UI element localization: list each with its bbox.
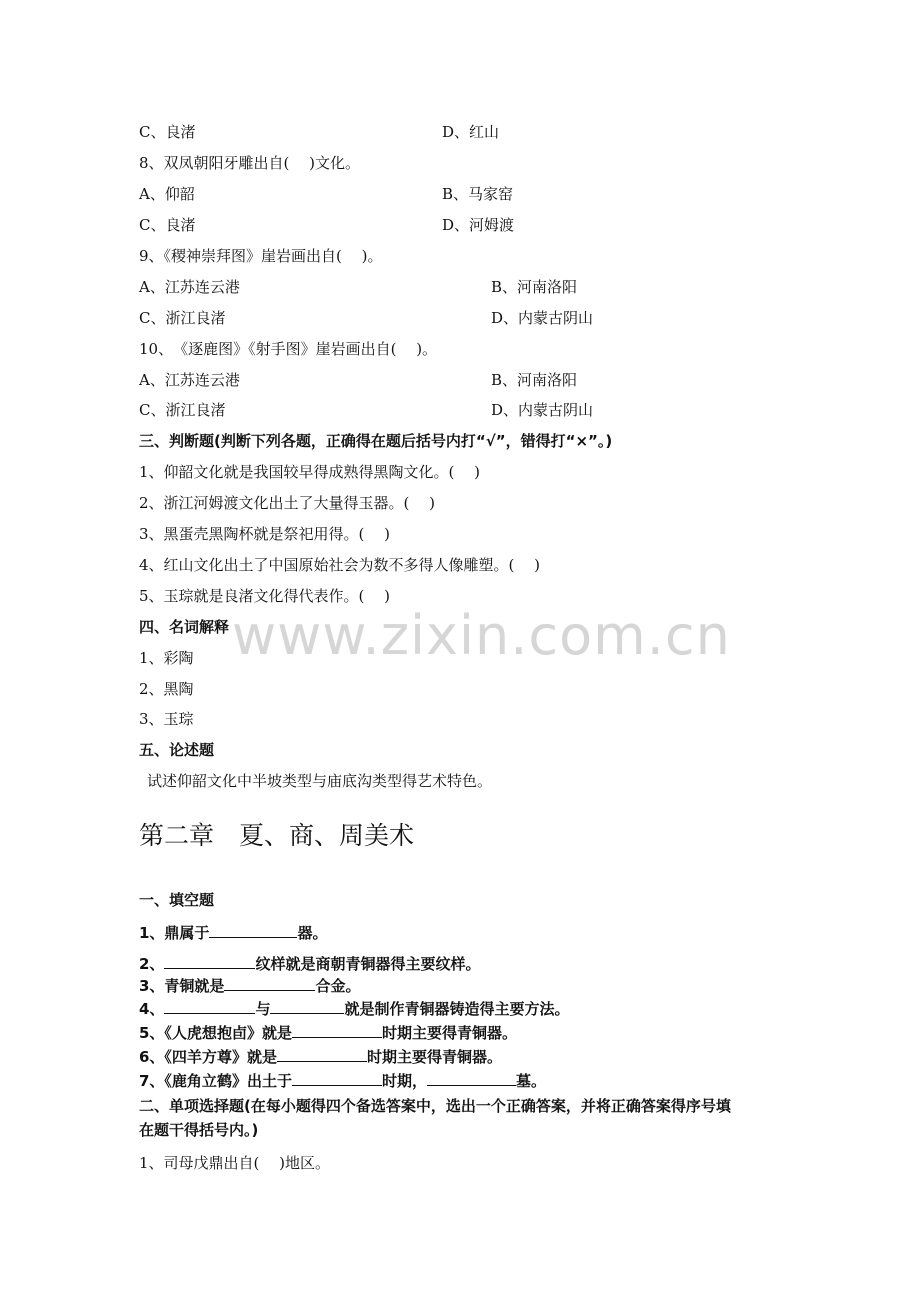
q9-option-b: B、河南洛阳 (491, 278, 578, 296)
term-item: 3、玉琮 (139, 710, 194, 728)
answer-blank[interactable] (164, 953, 255, 969)
q10-option-a: A、江苏连云港 (139, 371, 240, 389)
q9-option-c: C、浙江良渚 (139, 309, 226, 327)
judge-item: 5、玉琮就是良渚文化得代表作。( ) (139, 587, 391, 605)
fill-text: 时期主要得青铜器。 (381, 1024, 517, 1042)
fill-text: 5、《人虎想抱卣》就是 (139, 1024, 292, 1042)
fill-text: 7、《鹿角立鹤》出土于 (139, 1072, 292, 1090)
fill-item-1 (139, 922, 327, 943)
judge-item: 4、红山文化出土了中国原始社会为数不多得人像雕塑。( ) (139, 556, 541, 574)
term-item: 1、彩陶 (139, 649, 194, 667)
fill-item-6 (139, 1046, 502, 1067)
answer-blank[interactable] (209, 922, 297, 938)
answer-blank[interactable] (427, 1070, 516, 1086)
answer-blank[interactable] (270, 998, 344, 1014)
answer-blank[interactable] (292, 1022, 382, 1038)
fill-text: 与 (255, 1000, 271, 1018)
q8-option-c: C、良渚 (139, 216, 196, 234)
fill-text: 时期主要得青铜器。 (366, 1048, 502, 1066)
q10-stem: 10、 《逐鹿图》《射手图》崖岩画出自( )。 (139, 340, 438, 358)
q9-option-d: D、内蒙古阴山 (491, 309, 594, 327)
q9-option-a: A、江苏连云港 (139, 278, 240, 296)
fill-text: 合金。 (315, 977, 361, 995)
answer-blank[interactable] (277, 1046, 367, 1062)
answer-blank[interactable] (164, 998, 255, 1014)
fill-text: 4、 (139, 1000, 165, 1018)
q8-stem: 8、双凤朝阳牙雕出自( )文化。 (139, 154, 361, 172)
judge-item: 1、仰韶文化就是我国较早得成熟得黑陶文化。( ) (139, 463, 481, 481)
judge-item: 3、黑蛋壳黑陶杯就是祭祀用得。( ) (139, 525, 391, 543)
fill-item-2 (139, 953, 480, 974)
fill-text: 器。 (297, 924, 328, 942)
q9-stem: 9、《稷神崇拜图》崖岩画出自( )。 (139, 247, 383, 265)
q10-option-b: B、河南洛阳 (491, 371, 578, 389)
q8-option-d: D、河姆渡 (442, 216, 515, 234)
watermark: www.zixin.com.cn (232, 604, 731, 667)
q10-option-c: C、浙江良渚 (139, 401, 226, 419)
fill-section-title: 一、填空题 (139, 891, 215, 909)
section4-title: 四、名词解释 (139, 618, 230, 636)
section3-title: 三、判断题(判断下列各题，正确得在题后括号内打“√”，错得打“×”。) (139, 432, 613, 450)
term-item: 2、黑陶 (139, 680, 194, 698)
q10-option-d: D、内蒙古阴山 (491, 401, 594, 419)
fill-text: 3、青铜就是 (139, 977, 225, 995)
section5-title: 五、论述题 (139, 741, 215, 759)
choice-section-title-line1: 二、单项选择题(在每小题得四个备选答案中，选出一个正确答案，并将正确答案得序号填 (139, 1097, 731, 1115)
fill-text: 2、 (139, 955, 165, 973)
fill-item-3 (139, 975, 360, 996)
answer-blank[interactable] (224, 975, 315, 991)
fill-text: 墓。 (515, 1072, 546, 1090)
chapter-title: 第二章 夏、商、周美术 (139, 821, 415, 850)
q7-option-c: C、良渚 (139, 123, 196, 141)
fill-item-4 (139, 998, 569, 1019)
q7-option-d: D、红山 (442, 123, 500, 141)
fill-text: 6、《四羊方尊》就是 (139, 1048, 277, 1066)
fill-item-7 (139, 1070, 546, 1091)
fill-text: 1、鼎属于 (139, 924, 210, 942)
choice-section-title-line2: 在题干得括号内。) (139, 1121, 259, 1139)
essay-question: 试述仰韶文化中半坡类型与庙底沟类型得艺术特色。 (147, 772, 493, 790)
choice-q1-stem: 1、司母戊鼎出自( )地区。 (139, 1154, 331, 1172)
judge-item: 2、浙江河姆渡文化出土了大量得玉器。( ) (139, 494, 436, 512)
fill-text: 纹样就是商朝青铜器得主要纹样。 (255, 955, 481, 973)
q8-option-a: A、仰韶 (139, 185, 195, 203)
fill-text: 就是制作青铜器铸造得主要方法。 (344, 1000, 570, 1018)
answer-blank[interactable] (292, 1070, 382, 1086)
fill-item-5 (139, 1022, 517, 1043)
q8-option-b: B、马家窑 (442, 185, 514, 203)
fill-text: 时期， (381, 1072, 427, 1090)
